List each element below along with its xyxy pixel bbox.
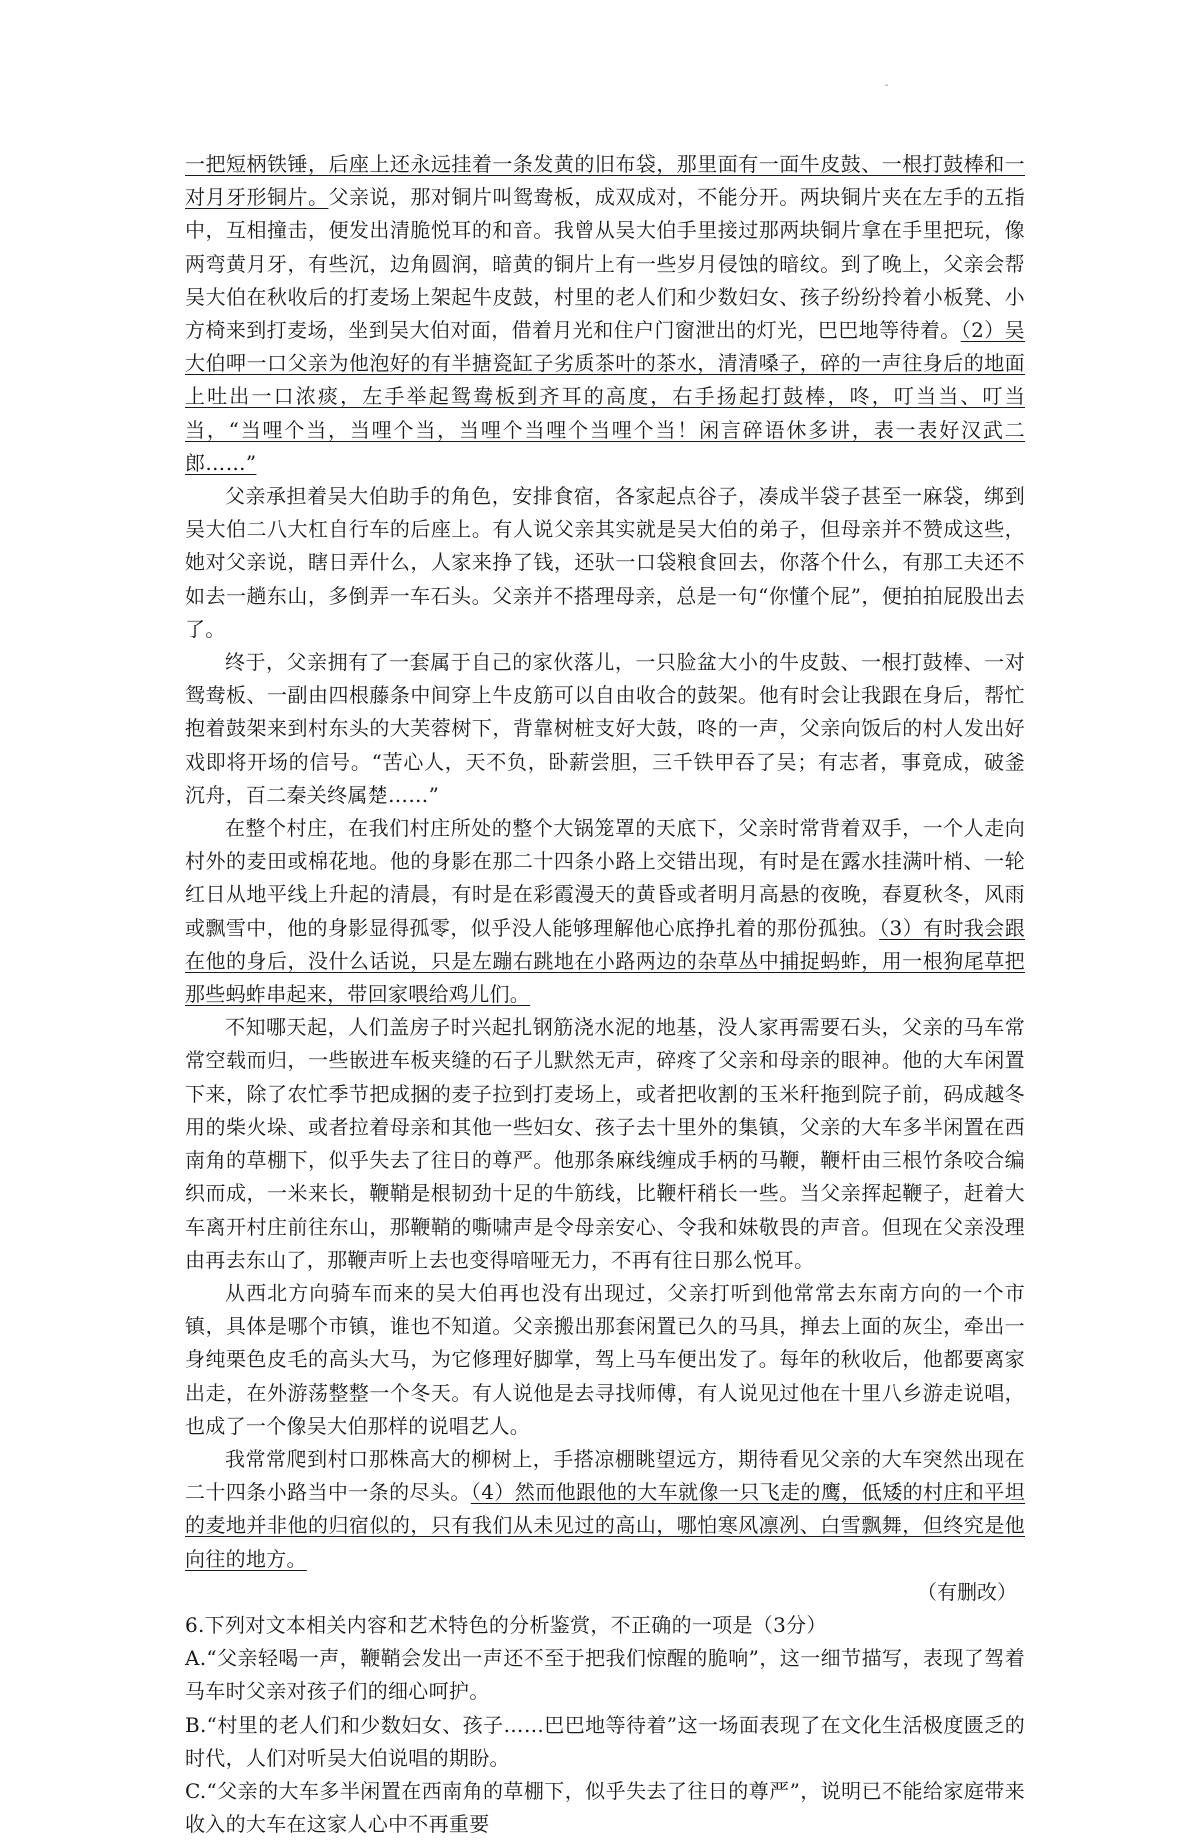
option-a: A.“父亲轻喝一声，鞭鞘会发出一声还不至于把我们惊醒的脆响”，这一细节描写，表现了驾着马车时父亲对孩子们的细心呵护。 (185, 1646, 1025, 1704)
paragraph-3: 终于，父亲拥有了一套属于自己的家伙落儿，一只脸盆大小的牛皮鼓、一根打鼓棒、一对鸳鸯板、一副由四根藤条中间穿上牛皮筋可以自由收合的鼓架。他有时会让我跟在身后，帮忙抱着鼓架来到村东头的大芙蓉树下，背靠树桩支好大鼓，咚的一声，父亲向饭后的村人发出好戏即将开场的信号。“苦心人，天不负，卧薪尝胆，三千铁甲吞了吴；有志者，事竟成，破釜沉舟，百二秦关终属楚……” (185, 650, 1025, 807)
paragraph-4 (185, 812, 1025, 1011)
paragraph-5: 不知哪天起，人们盖房子时兴起扎钢筋浇水泥的地基，没人家再需要石头，父亲的马车常常空载而归，一些嵌进车板夹缝的石子儿默然无声，碎疼了父亲和母亲的眼神。他的大车闲置下来，除了农忙季节把成捆的麦子拉到打麦场上，或者把收割的玉米秆拖到院子前，码成越冬用的柴火垛、或者拉着母亲和其他一些妇女、孩子去十里外的集镇，父亲的大车多半闲置在西南角的草棚下，似乎失去了往日的尊严。他那条麻线缠成手柄的马鞭，鞭杆由三根竹条咬合编织而成，一米来长，鞭鞘是根韧劲十足的牛筋线，比鞭杆稍长一些。当父亲挥起鞭子，赶着大车离开村庄前往东山，那鞭鞘的嘶啸声是令母亲安心、令我和妹敬畏的声音。但现在父亲没理由再去东山了，那鞭声听上去也变得喑哑无力，不再有往日那么悦耳。 (185, 1015, 1025, 1272)
option-b: B.“村里的老人们和少数妇女、孩子……巴巴地等待着”这一场面表现了在文化生活极度匮乏的时代，人们对听吴大伯说唱的期盼。 (185, 1712, 1025, 1770)
paragraph-7-text: 我常常爬到村口那株高大的柳树上，手搭凉棚眺望远方，期待看见父亲的大车突然出现在二十四条小路当中一条的尽头。 (185, 1446, 1025, 1505)
paragraph-1-text: 父亲说，那对铜片叫鸳鸯板，成双成对，不能分开。两块铜片夹在左手的五指中，互相撞击，便发出清脆悦耳的和音。我曾从吴大伯手里接过那两块铜片拿在手里把玩，像两弯黄月牙，有些沉，边角圆润，暗黄的铜片上有一些岁月侵蚀的暗纹。到了晚上，父亲会帮吴大伯在秋收后的打麦场上架起牛皮鼓，村里的老人们和少数妇女、孩子纷纷拎着小板凳、小方椅来到打麦场，坐到吴大伯对面，借着月光和住户门窗泄出的灯光，巴巴地等待着。 (185, 185, 1025, 343)
question-stem: 6.下列对文本相关内容和艺术特色的分析鉴赏，不正确的一项是（3分） (185, 1612, 827, 1637)
underlined-sentence-3: （3）有时我会跟在他的身后，没什么话说，只是左蹦右跳地在小路两边的杂草丛中捕捉蚂蚱，用一根狗尾草把那些蚂蚱串起来，带回家喂给鸡儿们。 (185, 915, 1026, 1007)
paragraph-2: 父亲承担着吴大伯助手的角色，安排食宿，各家起点谷子，凑成半袋子甚至一麻袋，绑到吴大伯二八大杠自行车的后座上。有人说父亲其实就是吴大伯的弟子，但母亲并不赞成这些，她对父亲说，瞎日弄什么，人家来挣了钱，还驮一口袋粮食回去，你落个什么，有那工夫还不如去一趟东山，多倒弄一车石头。父亲并不搭理母亲，总是一句“你懂个屁”，便拍拍屁股出去了。 (185, 484, 1025, 641)
paragraph-7 (185, 1443, 1025, 1576)
exam-page (185, 148, 1025, 1841)
underlined-sentence-1: 一把短柄铁锤，后座上还永远挂着一条发黄的旧布袋，那里面有一面牛皮鼓、一根打鼓棒和一对月牙形铜片。 (185, 152, 1025, 210)
top-mark: - (885, 80, 889, 91)
paragraph-1 (185, 148, 1025, 480)
underlined-sentence-4: （4）然而他跟他的大车就像一只飞走的鹰，低矮的村庄和平坦的麦地并非他的归宿似的，只有我们从未见过的高山，哪怕寒风凛冽、白雪飘舞，但终究是他向往的地方。 (185, 1480, 1025, 1571)
option-c: C.“父亲的大车多半闲置在西南角的草棚下，似乎失去了往日的尊严”，说明已不能给家庭带来收入的大车在这家人心中不再重要 (185, 1778, 1025, 1837)
underlined-sentence-2: （2）吴大伯呷一口父亲为他泡好的有半搪瓷缸子劣质茶叶的茶水，清清嗓子，碎的一声往身后的地面上吐出一口浓痰，左手举起鸳鸯板到齐耳的高度，右手扬起打鼓棒，咚，叮当当、叮当当，“当哩个当，当哩个当，当哩个当哩个当哩个当！闲言碎语休多讲，表一表好汉武二郎……” (185, 318, 1025, 475)
paragraph-4-text: 在整个村庄，在我们村庄所处的整个大锅笼罩的天底下，父亲时常背着双手，一个人走向村外的麦田或棉花地。他的身影在那二十四条小路上交错出现，有时是在露水挂满叶梢、一轮红日从地平线上升起的清晨，有时是在彩霞漫天的黄昏或者明月高悬的夜晚，春夏秋冬，风雨或飘雪中，他的身影显得孤零，似乎没人能够理解他心底挣扎着的那份孤独。 (185, 816, 1025, 940)
paragraph-6: 从西北方向骑车而来的吴大伯再也没有出现过，父亲打听到他常常去东南方向的一个市镇，具体是哪个市镇，谁也不知道。父亲搬出那套闲置已久的马具，掸去上面的灰尘，牵出一身纯栗色皮毛的高头大马，为它修理好脚掌，驾上马车便出发了。每年的秋收后，他都要离家出走，在外游荡整整一个冬天。有人说他是去寻找师傅，有人说见过他在十里八乡游走说唱，也成了一个像吴大伯那样的说唱艺人。 (185, 1280, 1025, 1438)
source-note: （有删改） (917, 1579, 1017, 1604)
